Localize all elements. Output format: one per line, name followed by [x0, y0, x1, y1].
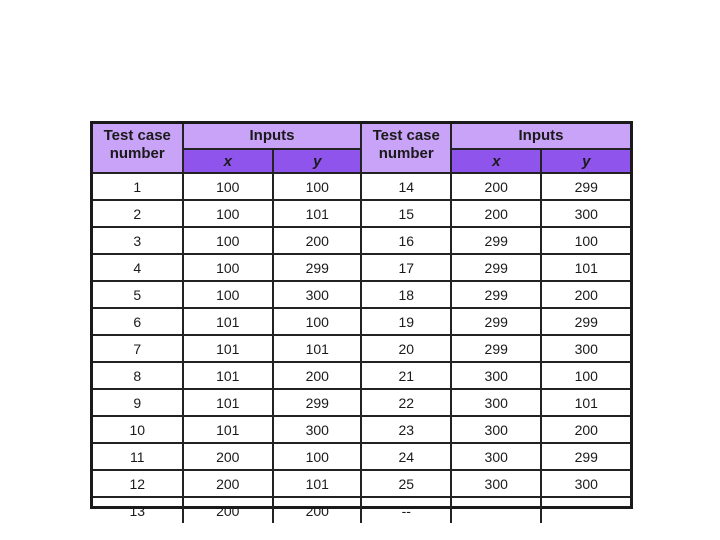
- y-value-cell: 101: [273, 200, 361, 227]
- y-value-cell: 200: [541, 416, 630, 443]
- table-row: [93, 416, 630, 443]
- y-value-cell: 101: [273, 335, 361, 362]
- x-value-cell: 299: [451, 254, 542, 281]
- table-row: [93, 335, 630, 362]
- y-value-cell: 299: [541, 443, 630, 470]
- case-number-cell: 20: [361, 335, 451, 362]
- y-value-cell: 101: [273, 470, 361, 497]
- table-row: [93, 362, 630, 389]
- y-value-cell: 100: [273, 173, 361, 200]
- x-value-cell: [451, 497, 542, 523]
- x-value-cell: 101: [183, 362, 274, 389]
- x-value-cell: 300: [451, 389, 542, 416]
- table-row: [93, 470, 630, 497]
- x-value-cell: 300: [451, 362, 542, 389]
- x-value-cell: 100: [183, 281, 274, 308]
- x-value-cell: 200: [183, 443, 274, 470]
- x-value-cell: 101: [183, 335, 274, 362]
- x-value-cell: 300: [451, 470, 542, 497]
- x-header-left: x: [183, 149, 274, 173]
- case-number-cell: 21: [361, 362, 451, 389]
- table-row: [93, 497, 630, 523]
- inputs-header-right: Inputs: [451, 124, 630, 149]
- x-value-cell: 100: [183, 173, 274, 200]
- table-row: [93, 200, 630, 227]
- y-header-left: y: [273, 149, 361, 173]
- y-value-cell: 101: [541, 389, 630, 416]
- y-value-cell: 299: [541, 308, 630, 335]
- case-number-cell: 16: [361, 227, 451, 254]
- x-value-cell: 299: [451, 281, 542, 308]
- case-number-cell: 9: [93, 389, 183, 416]
- y-value-cell: 299: [541, 173, 630, 200]
- table-row: [93, 443, 630, 470]
- x-value-cell: 299: [451, 308, 542, 335]
- y-value-cell: 300: [541, 470, 630, 497]
- y-value-cell: 100: [273, 308, 361, 335]
- case-number-cell: 11: [93, 443, 183, 470]
- x-value-cell: 101: [183, 416, 274, 443]
- x-value-cell: 101: [183, 308, 274, 335]
- x-value-cell: 100: [183, 254, 274, 281]
- y-value-cell: [541, 497, 630, 523]
- case-number-cell: 17: [361, 254, 451, 281]
- x-value-cell: 200: [451, 200, 542, 227]
- case-number-cell: 24: [361, 443, 451, 470]
- case-number-cell: 1: [93, 173, 183, 200]
- case-number-cell: 12: [93, 470, 183, 497]
- y-value-cell: 200: [273, 362, 361, 389]
- case-number-cell: 13: [93, 497, 183, 523]
- y-value-cell: 101: [541, 254, 630, 281]
- y-value-cell: 200: [541, 281, 630, 308]
- case-number-cell: 5: [93, 281, 183, 308]
- y-value-cell: 300: [541, 200, 630, 227]
- y-value-cell: 200: [273, 227, 361, 254]
- y-value-cell: 300: [273, 281, 361, 308]
- table-row: [93, 173, 630, 200]
- test-case-number-header-left: [93, 124, 183, 173]
- table-row: [93, 308, 630, 335]
- case-number-cell: --: [361, 497, 451, 523]
- case-number-cell: 18: [361, 281, 451, 308]
- case-number-cell: 8: [93, 362, 183, 389]
- y-value-cell: 100: [273, 443, 361, 470]
- x-value-cell: 300: [451, 416, 542, 443]
- header-row-top: [93, 124, 630, 149]
- y-value-cell: 299: [273, 389, 361, 416]
- case-number-cell: 6: [93, 308, 183, 335]
- y-value-cell: 100: [541, 362, 630, 389]
- y-value-cell: 200: [273, 497, 361, 523]
- case-number-cell: 14: [361, 173, 451, 200]
- x-value-cell: 299: [451, 335, 542, 362]
- x-value-cell: 200: [183, 497, 274, 523]
- y-value-cell: 299: [273, 254, 361, 281]
- y-value-cell: 300: [273, 416, 361, 443]
- case-number-cell: 23: [361, 416, 451, 443]
- y-value-cell: 300: [541, 335, 630, 362]
- y-value-cell: 100: [541, 227, 630, 254]
- test-case-table: [90, 121, 633, 519]
- x-value-cell: 101: [183, 389, 274, 416]
- inputs-header-left: Inputs: [183, 124, 362, 149]
- case-number-cell: 19: [361, 308, 451, 335]
- x-value-cell: 300: [451, 443, 542, 470]
- case-number-cell: 22: [361, 389, 451, 416]
- test-case-label-number: number: [109, 145, 165, 162]
- table-row: [93, 254, 630, 281]
- x-value-cell: 100: [183, 200, 274, 227]
- case-number-cell: 7: [93, 335, 183, 362]
- test-case-label-number: number: [378, 145, 434, 162]
- x-value-cell: 200: [183, 470, 274, 497]
- case-number-cell: 25: [361, 470, 451, 497]
- test-case-grid: [93, 124, 630, 523]
- test-case-label: Test case: [103, 127, 171, 144]
- x-value-cell: 200: [451, 173, 542, 200]
- x-value-cell: 299: [451, 227, 542, 254]
- table-row: [93, 281, 630, 308]
- case-number-cell: 10: [93, 416, 183, 443]
- case-number-cell: 4: [93, 254, 183, 281]
- table-row: [93, 389, 630, 416]
- x-header-right: x: [451, 149, 542, 173]
- case-number-cell: 2: [93, 200, 183, 227]
- table-row: [93, 227, 630, 254]
- test-case-label: Test case: [372, 127, 440, 144]
- case-number-cell: 15: [361, 200, 451, 227]
- x-value-cell: 100: [183, 227, 274, 254]
- y-header-right: y: [541, 149, 630, 173]
- case-number-cell: 3: [93, 227, 183, 254]
- test-case-number-header-right: [361, 124, 451, 173]
